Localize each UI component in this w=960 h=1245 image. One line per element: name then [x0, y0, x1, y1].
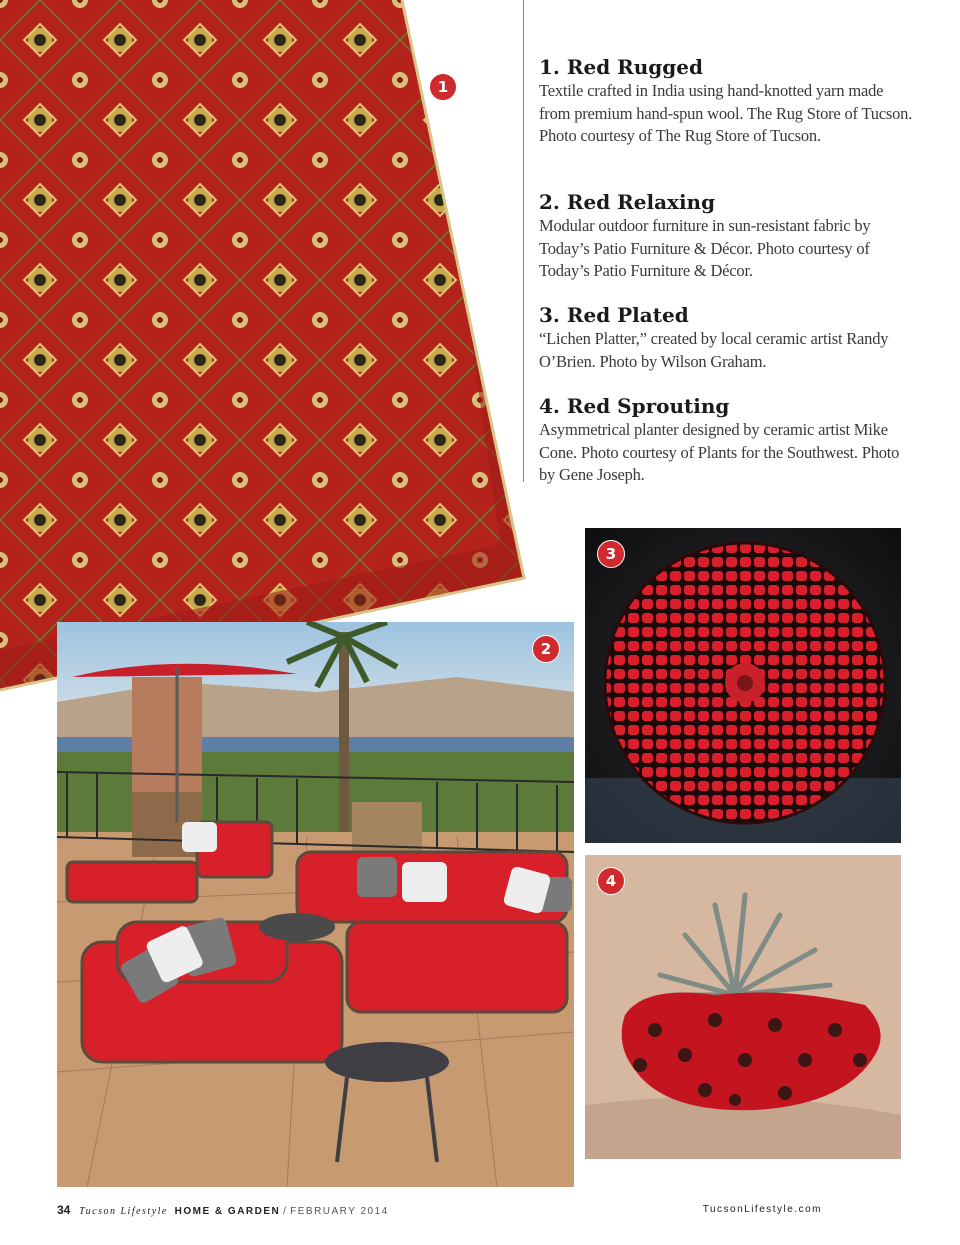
caption-title: 2. Red Relaxing	[539, 190, 716, 214]
magazine-name: Tucson Lifestyle	[79, 1206, 168, 1217]
item-number-badge: 1	[429, 73, 457, 101]
section-name: HOME & GARDEN	[174, 1206, 281, 1217]
planter-photo	[585, 855, 901, 1159]
platter-photo	[585, 528, 901, 843]
patio-photo	[57, 622, 574, 1187]
issue-date: FEBRUARY 2014	[290, 1206, 389, 1217]
caption-body: “Lichen Platter,” created by local ceramic artist Randy O’Brien. Photo by Wilson Graham.	[539, 329, 889, 371]
item-number-badge: 2	[532, 635, 560, 663]
page-footer	[57, 1203, 389, 1217]
page-number: 34	[57, 1203, 71, 1217]
caption-body: Modular outdoor furniture in sun-resistant fabric by Today’s Patio Furniture & Décor. Photo courtesy of Today’s Patio Furniture & Décor.	[539, 216, 871, 280]
item-number-badge: 4	[597, 867, 625, 895]
caption-title: 1. Red Rugged	[539, 55, 703, 79]
caption-item-1	[539, 54, 914, 148]
caption-body: Textile crafted in India using hand-knotted yarn made from premium hand-spun wool. The Rug Store of Tucson. Photo courtesy of The Rug Store of Tucson.	[539, 81, 913, 145]
column-divider	[523, 0, 524, 482]
caption-body: Asymmetrical planter designed by ceramic artist Mike Cone. Photo courtesy of Plants for the Southwest. Photo by Gene Joseph.	[539, 420, 900, 484]
footer-separator: /	[283, 1206, 288, 1217]
caption-title: 3. Red Plated	[539, 303, 689, 327]
caption-item-3	[539, 302, 914, 373]
site-url: TucsonLifestyle.com	[702, 1204, 822, 1215]
caption-item-2	[539, 189, 914, 283]
caption-item-4	[539, 393, 914, 487]
caption-title: 4. Red Sprouting	[539, 394, 730, 418]
item-number-badge: 3	[597, 540, 625, 568]
